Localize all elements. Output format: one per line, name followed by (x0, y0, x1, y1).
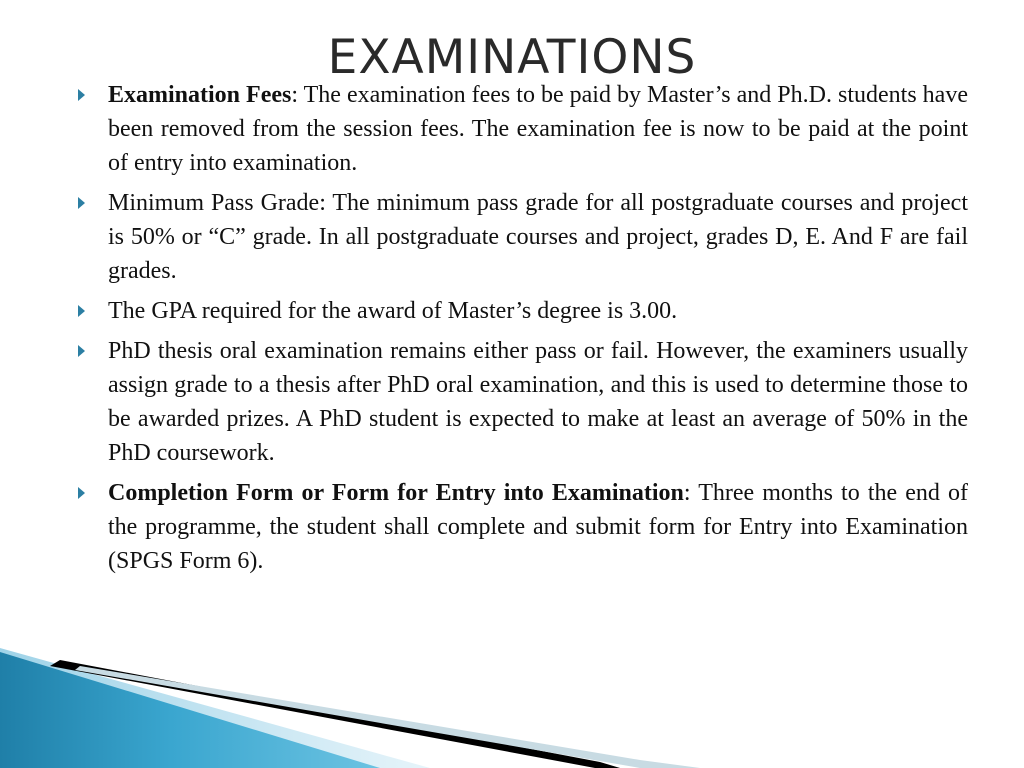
triangle-bullet-icon (78, 197, 85, 209)
bullet-text: PhD thesis oral examination remains either pass or fail. However, the examiners usually assign grade to a thesis after PhD oral examination, and this is used to determine those to be awarded prizes. A PhD student is expected to make at least an average of 50% in the PhD coursework. (108, 338, 968, 466)
bullet-list (78, 78, 968, 584)
bullet-text: : The examination fees to be paid by Master’s and Ph.D. students have been removed from the session fees. The examination fee is now to be paid at the point of entry into examination. (108, 82, 968, 176)
bullet-item (78, 78, 968, 180)
bullet-lead: Examination Fees (108, 82, 292, 108)
triangle-bullet-icon (78, 345, 85, 357)
triangle-bullet-icon (78, 487, 85, 499)
bullet-text: : Three months to the end of the programme, the student shall complete and submit form for Entry into Examination (SPGS Form 6). (108, 480, 968, 574)
decorative-swoosh (0, 600, 1024, 768)
bullet-item (78, 476, 968, 578)
triangle-bullet-icon (78, 89, 85, 101)
slide-title: EXAMINATIONS (327, 30, 697, 85)
bullet-item (78, 186, 968, 288)
bullet-text: Minimum Pass Grade: The minimum pass grade for all postgraduate courses and project is 50% or “C” grade. In all postgraduate courses and project, grades D, E. And F are fail grades. (108, 190, 968, 284)
triangle-bullet-icon (78, 305, 85, 317)
bullet-item (78, 294, 968, 328)
bullet-lead: Completion Form or Form for Entry into Examination (108, 480, 684, 506)
bullet-text: The GPA required for the award of Master’s degree is 3.00. (108, 298, 678, 324)
bullet-item (78, 334, 968, 470)
